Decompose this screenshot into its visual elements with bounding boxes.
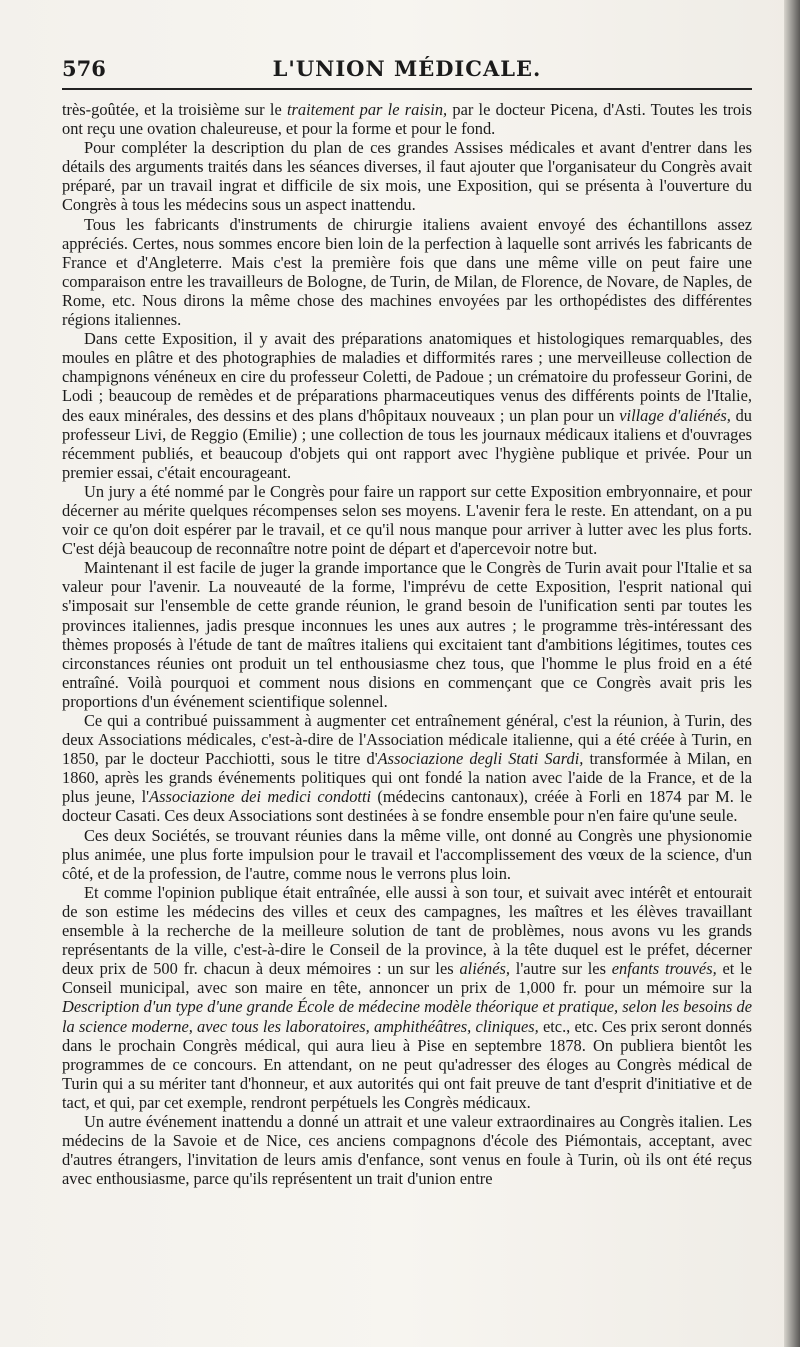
running-title: L'UNION MÉDICALE. xyxy=(272,56,542,81)
text-segment: Dans cette Exposition, il y avait des préparations anatomiques et histologiques remarquables, des moules en plâtre et des photographies de maladies et difformités rares ; une merveilleuse collection de champignons vénéneux en cire du professeur Coletti, de Padoue ; un crématoire du professeur Gorini, de Lodi ; beaucoup de remèdes et de préparations pharmaceutiques venus des différents points de l'Italie, des eaux minérales, des dessins et des plans d'hôpitaux nouveaux ; un plan pour un xyxy=(62,329,752,425)
paragraph xyxy=(62,215,752,330)
paragraph xyxy=(62,100,752,138)
text-segment: du professeur Livi, de Reggio (Emilie) ; une collection de tous les journaux médicaux italiens et d'ouvrages récemment publiés, et beaucoup d'objets qui ont rapport avec l'hygiène publique et privée. Pour un premier essai, c'était encourageant. xyxy=(62,405,752,482)
italic-text: Description d'un type d'une grande École de médecine modèle théorique et pratique, selon les besoins de la science moderne, avec tous les laboratoires, amphithéâtres, cliniques, xyxy=(62,997,752,1036)
page-number: 576 xyxy=(62,56,106,81)
text-segment: Un autre événement inattendu a donné un attrait et une valeur extraordinaires au Congrès italien. Les médecins de la Savoie et de Nice, ces anciens compagnons d'école des Piémontais, acceptant, avec d'autres étrangers, l'invitation de leurs amis d'enfance, sont venus en foule à Turin, où ils ont été reçus avec enthousiasme, parce qu'ils représentent un trait d'union entre xyxy=(62,1111,752,1189)
text-segment: Pour compléter la description du plan de ces grandes Assises médicales et avant d'entrer dans les détails des arguments traités dans les séances diverses, il faut ajouter que l'organisateur du Congrès avait préparé, par un travail ingrat et difficile de six mois, une Exposition, qui se présenta à l'ouverture du Congrès à tous les médecins sous un aspect inattendu. xyxy=(62,138,752,215)
paragraph xyxy=(62,826,752,883)
text-segment: l'autre sur les xyxy=(509,959,612,979)
text-segment: Et comme l'opinion publique était entraînée, elle aussi à son tour, et suivait avec intérêt et entourait de son estime les médecins des villes et ceux des campagnes, les maîtres et les élèves travaillant ensemble à la recherche de la meilleure solution de tant de problèmes, nous avons vu les grands représentants de la ville, c'est-à-dire le Conseil de la province, à la tête duquel est le préfet, décerner deux prix de 500 fr. chacun à deux mémoires : un sur les xyxy=(62,882,752,979)
text-segment: et le Conseil municipal, avec son maire en tête, annoncer un prix de 1,000 fr. pour un mémoire sur la xyxy=(62,959,752,998)
italic-text: traitement par le raisin, xyxy=(287,100,448,119)
text-segment: Un jury a été nommé par le Congrès pour faire un rapport sur cette Exposition embryonnaire, et pour décerner au mérite quelques récompenses selon ses moyens. L'avenir fera le reste. En attendant, on a pu voir ce qu'on doit espérer par le travail, et ce qu'il nous manque pour arriver à lutter avec les plus forts. C'est déjà beaucoup de reconnaître notre point de départ et d'apercevoir notre but. xyxy=(62,481,752,559)
text-segment: très-goûtée, et la troisième sur le xyxy=(62,100,287,119)
italic-text: village d'aliénés, xyxy=(619,405,731,425)
paragraph xyxy=(62,558,752,711)
article-body xyxy=(62,100,752,1188)
page-binding-edge xyxy=(784,0,800,1347)
text-segment: Ces deux Sociétés, se trouvant réunies dans la même ville, ont donné au Congrès une physionomie plus animée, une plus forte impulsion pour le travail et l'accomplissement des vœux de la science, d'un côté, et de la profession, de l'autre, comme nous le verrons plus loin. xyxy=(62,825,752,883)
italic-text: enfants trouvés, xyxy=(611,959,717,979)
text-segment: (médecins cantonaux), créée à Forli en 1874 par M. le docteur Casati. Ces deux Associations sont destinées à se fondre ensemble pour n'en faire qu'une seule. xyxy=(62,787,752,826)
paragraph xyxy=(62,329,752,482)
paragraph xyxy=(62,883,752,1112)
paragraph xyxy=(62,138,752,214)
text-segment: etc., etc. Ces prix seront donnés dans le prochain Congrès médical, qui aura lieu à Pise en septembre 1878. On publiera bientôt les programmes de ce concours. En attendant, on ne peut qu'adresser des éloges au Congrès médical de Turin qui a su mériter tant d'honneur, et aux autorités qui ont fait preuve de tant d'esprit d'initiative et de tact, et qui, par cet exemple, rendront perpétuels les Congrès médicaux. xyxy=(62,1016,752,1112)
header-rule xyxy=(62,88,752,90)
text-segment: Maintenant il est facile de juger la grande importance que le Congrès de Turin avait pour l'Italie et sa valeur pour l'avenir. La nouveauté de la forme, l'imprévu de cette Exposition, l'esprit national qui s'imposait sur l'ensemble de cette grande réunion, le grand besoin de l'unification senti par toutes les provinces italiennes, jadis presque inconnues les unes aux autres ; le programme très-intéressant des thèmes proposés à l'étude de tant de maîtres italiens qui excitaient tant d'ambitions légitimes, toutes ces circonstances réunies ont produit un tel enthousiasme chez tous, que l'homme le plus froid en a été entraîné. Voilà pourquoi et comment nous disions en commençant que ce Congrès avait pris les proportions d'un événement scientifique solennel. xyxy=(62,558,752,711)
page-header xyxy=(62,54,752,88)
italic-text: aliénés, xyxy=(459,959,510,979)
paragraph xyxy=(62,711,752,826)
text-segment: transformée à Milan, en 1860, après les grands événements politiques qui ont fondé la nation avec l'aide de la France, et de la plus jeune, l' xyxy=(62,749,752,807)
paragraph xyxy=(62,1112,752,1188)
italic-text: Associazione degli Stati Sardi, xyxy=(377,749,584,769)
paragraph xyxy=(62,482,752,558)
text-segment: Tous les fabricants d'instruments de chirurgie italiens avaient envoyé des échantillons assez appréciés. Certes, nous sommes encore bien loin de la perfection à laquelle sont arrivés les fabricants de France et d'Angleterre. Mais c'est la première fois que dans une même ville on peut faire une comparaison entre les travailleurs de Bologne, de Turin, de Milan, de Florence, de Novare, de Naples, de Rome, etc. Nous dirons la même chose des machines envoyées par les orthopédistes des différentes régions italiennes. xyxy=(62,214,752,330)
italic-text: Associazione dei medici condotti xyxy=(149,787,372,807)
text-segment: par le docteur Picena, d'Asti. Toutes les trois ont reçu une ovation chaleureuse, et pour la forme et pour le fond. xyxy=(62,100,752,139)
text-segment: Ce qui a contribué puissamment à augmenter cet entraînement général, c'est la réunion, à Turin, des deux Associations médicales, c'est-à-dire de l'Association médicale italienne, qui a été créée à Turin, en 1850, par le docteur Pacchiotti, sous le titre d' xyxy=(62,711,752,769)
